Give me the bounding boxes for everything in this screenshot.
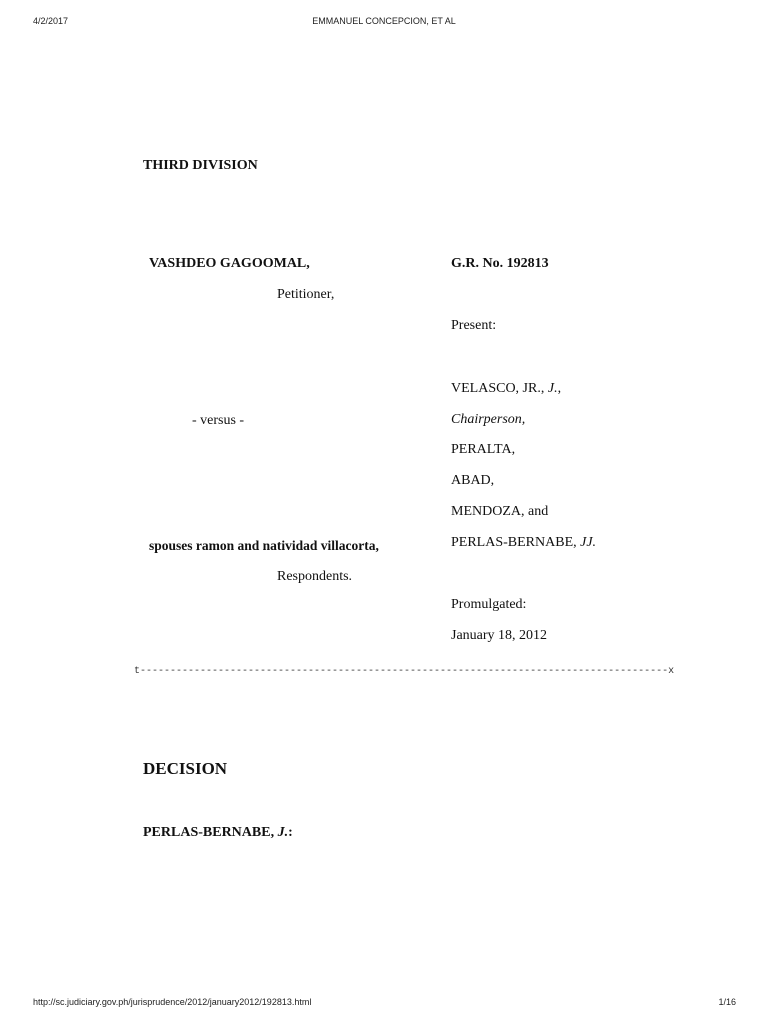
justice-peralta: PERALTA, bbox=[451, 442, 516, 457]
versus-label: - versus - bbox=[192, 413, 245, 428]
ponente-name: PERLAS-BERNABE, bbox=[143, 825, 278, 840]
justice-velasco-suffix: J. bbox=[547, 381, 558, 396]
ponente-colon: : bbox=[288, 825, 293, 840]
respondent-name: spouses ramon and natividad villacorta, bbox=[149, 538, 379, 553]
page-number: 1/16 bbox=[718, 997, 736, 1007]
chairperson-label: Chairperson, bbox=[451, 412, 526, 427]
division-heading: THIRD DIVISION bbox=[143, 158, 258, 173]
page-header-title: EMMANUEL CONCEPCION, ET AL bbox=[312, 16, 456, 26]
justice-abad: ABAD, bbox=[451, 473, 495, 488]
promulgated-label: Promulgated: bbox=[451, 597, 527, 612]
petitioner-name: VASHDEO GAGOOMAL, bbox=[149, 256, 310, 271]
justice-velasco-comma: , bbox=[557, 381, 562, 396]
promulgated-date: January 18, 2012 bbox=[451, 628, 548, 643]
justice-perlas-name: PERLAS-BERNABE, bbox=[451, 535, 581, 550]
justice-mendoza: MENDOZA, and bbox=[451, 504, 549, 519]
source-url-link[interactable]: http://sc.judiciary.gov.ph/jurisprudence/2012/january2012/192813.html bbox=[33, 997, 312, 1007]
justice-perlas bbox=[451, 535, 596, 551]
case-number: G.R. No. 192813 bbox=[451, 256, 549, 271]
decision-title: DECISION bbox=[143, 759, 228, 778]
petitioner-role: Petitioner, bbox=[277, 287, 335, 302]
justice-velasco-name: VELASCO, JR., bbox=[451, 381, 548, 396]
print-date: 4/2/2017 bbox=[33, 16, 69, 26]
ponente-suffix: J. bbox=[277, 825, 289, 840]
present-label: Present: bbox=[451, 318, 497, 333]
respondent-role: Respondents. bbox=[277, 569, 353, 584]
justice-velasco bbox=[451, 381, 561, 397]
ponente bbox=[143, 825, 293, 841]
section-divider: t----------------------------------------------------------------------------------------x bbox=[134, 666, 675, 677]
justice-perlas-suffix: JJ. bbox=[580, 535, 597, 550]
